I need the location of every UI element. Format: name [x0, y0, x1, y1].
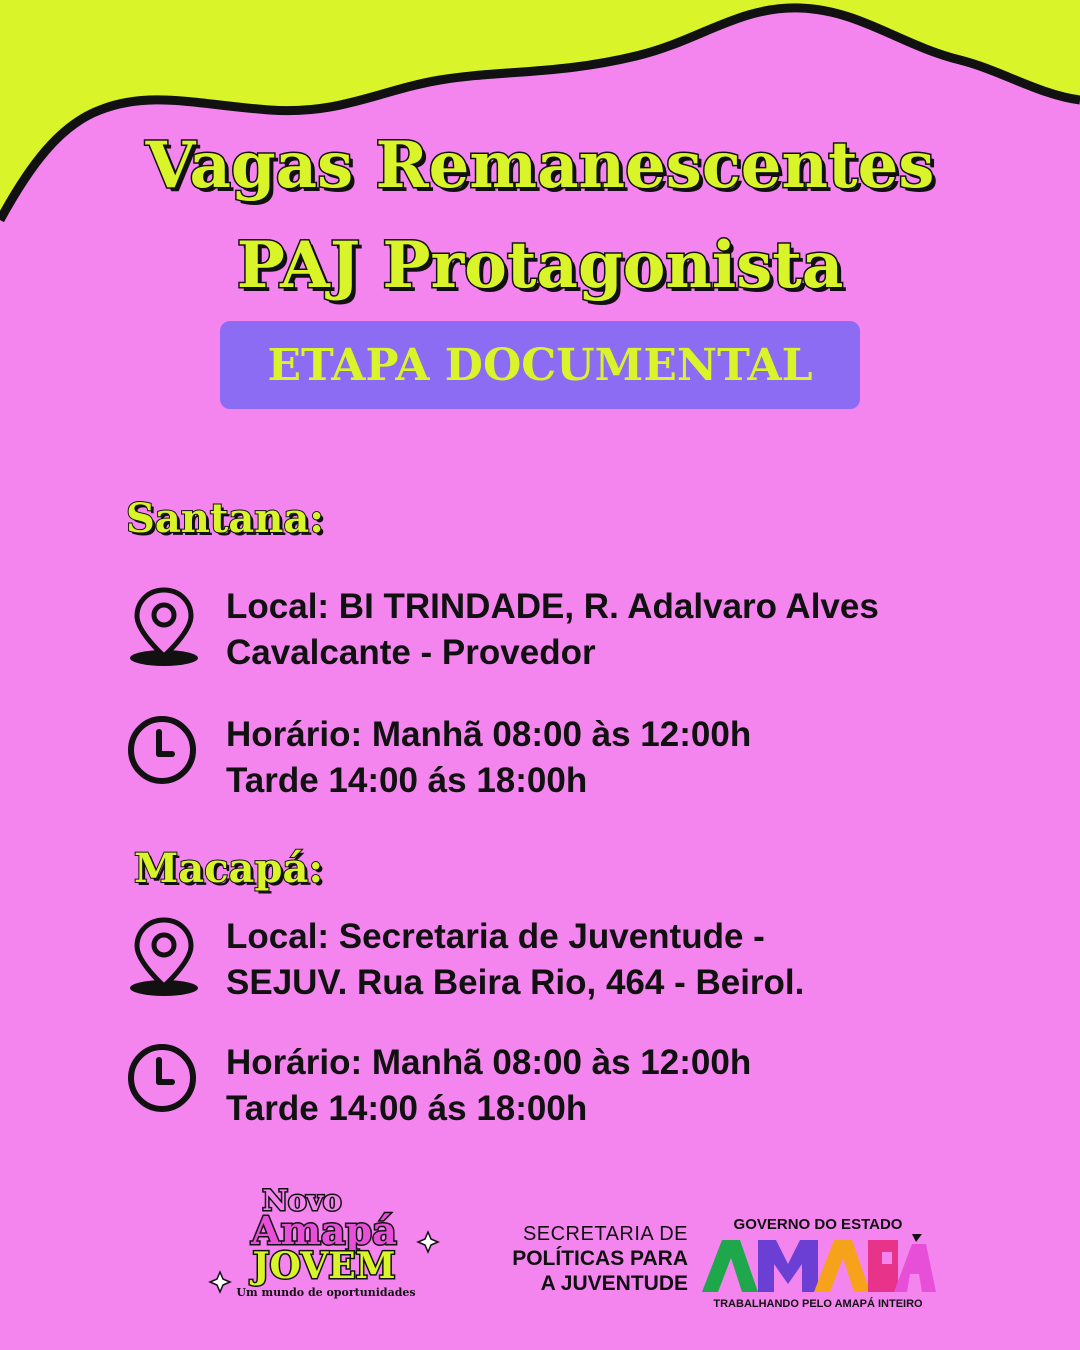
location-pin-icon — [126, 584, 202, 670]
stage-badge-label: ETAPA DOCUMENTAL — [267, 339, 813, 391]
title-line-1: Vagas Remanescentes — [145, 128, 935, 203]
santana-location-line2: Cavalcante - Provedor — [226, 633, 596, 672]
santana-schedule-row — [126, 712, 751, 804]
novo-amapa-jovem-logo — [206, 1180, 442, 1300]
gov-top-text: GOVERNO DO ESTADO — [733, 1216, 903, 1233]
clock-icon — [126, 712, 202, 798]
secretaria-line1: SECRETARIA DE — [522, 1223, 688, 1245]
macapa-schedule-line1: Horário: Manhã 08:00 às 12:00h — [226, 1043, 752, 1082]
header-wave-decoration — [0, 0, 1080, 240]
sparkle-icon — [210, 1272, 230, 1292]
city-heading-santana: Santana: — [126, 495, 325, 542]
governo-amapa-logo — [700, 1216, 936, 1316]
macapa-location-text — [226, 914, 804, 1006]
stage-badge — [220, 321, 860, 409]
location-pin-icon — [126, 914, 202, 1000]
logo-tagline: Um mundo de oportunidades — [236, 1286, 416, 1299]
santana-schedule-line2: Tarde 14:00 ás 18:00h — [226, 761, 588, 800]
secretaria-logo — [488, 1222, 688, 1296]
santana-location-line1: Local: BI TRINDADE, R. Adalvaro Alves — [226, 587, 879, 626]
macapa-location-line2: SEJUV. Rua Beira Rio, 464 - Beirol. — [226, 963, 805, 1002]
amapa-wordmark — [700, 1234, 936, 1296]
logo-line1: Novo — [262, 1184, 342, 1217]
secretaria-line3: A JUVENTUDE — [540, 1272, 688, 1295]
gov-bottom-text: TRABALHANDO PELO AMAPÁ INTEIRO — [713, 1298, 923, 1310]
city-heading-macapa: Macapá: — [134, 845, 324, 892]
logo-line2: Amapá — [251, 1208, 397, 1253]
sparkle-icon — [418, 1232, 438, 1252]
title-line-2: PAJ Protagonista — [236, 228, 844, 303]
macapa-location-line1: Local: Secretaria de Juventude - — [226, 917, 765, 956]
macapa-schedule-text — [226, 1040, 751, 1132]
logo-line3: JOVEM — [252, 1245, 396, 1287]
clock-icon — [126, 1040, 202, 1126]
macapa-schedule-row — [126, 1040, 751, 1132]
secretaria-line2: POLÍTICAS PARA — [512, 1247, 688, 1270]
macapa-schedule-line2: Tarde 14:00 ás 18:00h — [226, 1089, 588, 1128]
santana-schedule-line1: Horário: Manhã 08:00 às 12:00h — [226, 715, 752, 754]
santana-location-row — [126, 584, 879, 676]
santana-location-text — [226, 584, 879, 676]
santana-schedule-text — [226, 712, 751, 804]
macapa-location-row — [126, 914, 804, 1006]
